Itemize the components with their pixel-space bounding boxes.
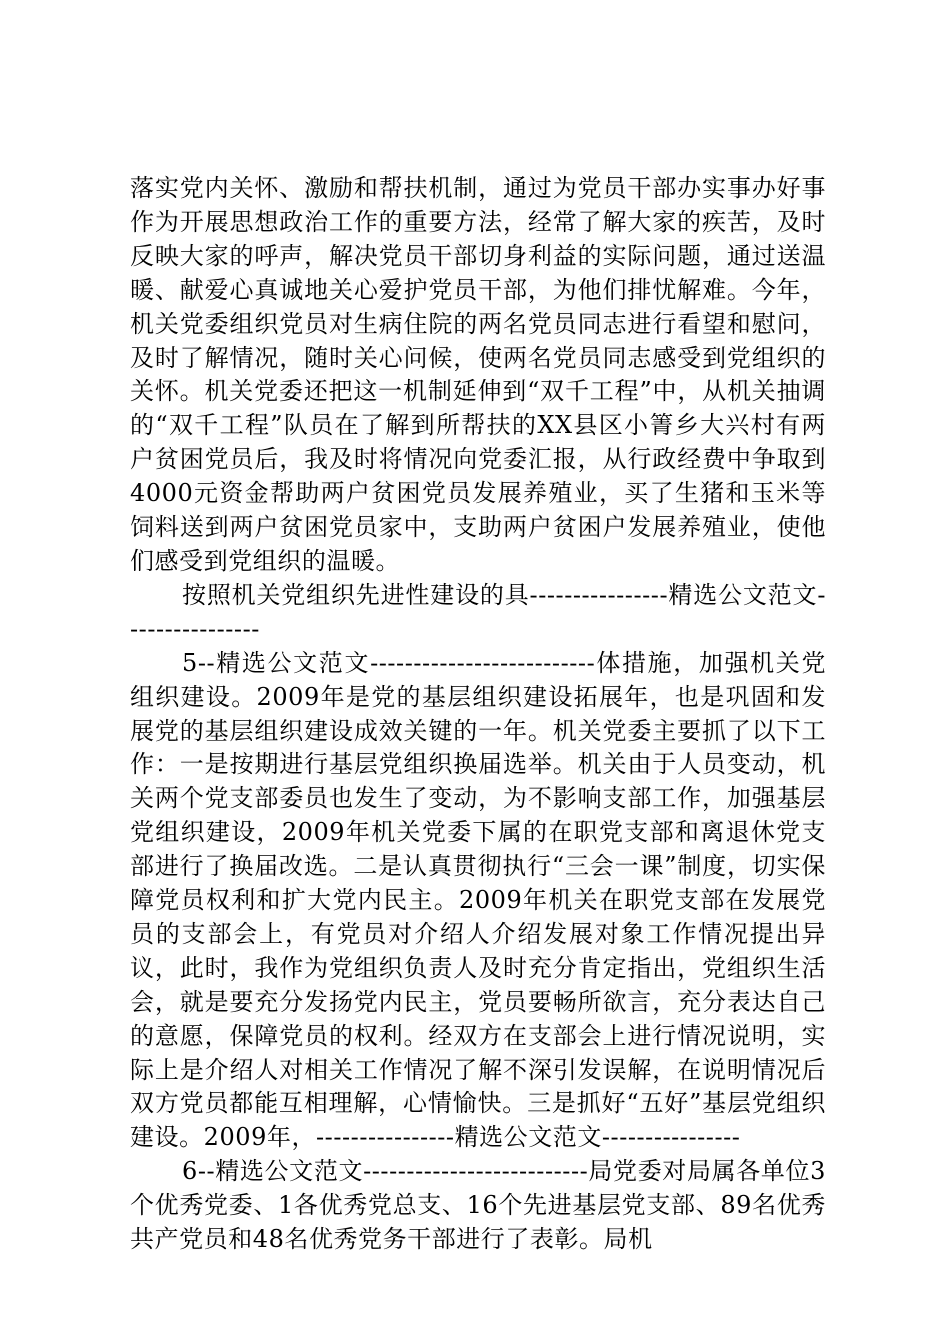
paragraph-advanced-construction: 按照机关党组织先进性建设的具----------------精选公文范文----------------	[130, 580, 826, 643]
paragraph-party-care: 落实党内关怀、激励和帮扶机制，通过为党员干部办实事办好事作为开展思想政治工作的重要方法，经常了解大家的疾苦，及时反映大家的呼声，解决党员干部切身利益的实际问题，通过送温暖、献爱心真诚地关心爱护党员干部，为他们排忧解难。今年，机关党委组织党员对生病住院的两名党员同志进行看望和慰问，及时了解情况，随时关心问候，使两名党员同志感受到党组织的关怀。机关党委还把这一机制延伸到“双千工程”中，从机关抽调的“双千工程”队员在了解到所帮扶的XX县区小箐乡大兴村有两户贫困党员后，我及时将情况向党委汇报，从行政经费中争取到4000元资金帮助两户贫困党员发展养殖业，买了生猪和玉米等饲料送到两户贫困党员家中，支助两户贫困户发展养殖业，使他们感受到党组织的温暖。	[130, 174, 826, 575]
document-page	[130, 172, 826, 1257]
paragraph-commendation: 6--精选公文范文--------------------------局党委对局属各单位3个优秀党委、1各优秀党总支、16个先进基层党支部、89名优秀共产党员和48名优秀党务干部进行了表彰。局机	[130, 1157, 826, 1254]
paragraph-organization-building: 5--精选公文范文--------------------------体措施，加强机关党组织建设。2009年是党的基层组织建设拓展年，也是巩固和发展党的基层组织建设成效关键的一年。机关党委主要抓了以下工作：一是按期进行基层党组织换届选举。机关由于人员变动，机关两个党支部委员也发生了变动，为不影响支部工作，加强基层党组织建设，2009年机关党委下属的在职党支部和离退休党支部进行了换届改选。二是认真贯彻执行“三会一课”制度，切实保障党员权利和扩大党内民主。2009年机关在职党支部在发展党员的支部会上，有党员对介绍人介绍发展对象工作情况提出异议，此时，我作为党组织负责人及时充分肯定指出，党组织生活会，就是要充分发扬党内民主，党员要畅所欲言，充分表达自己的意愿，保障党员的权利。经双方在支部会上进行情况说明，实际上是介绍人对相关工作情况了解不深引发误解，在说明情况后双方党员都能互相理解，心情愉快。三是抓好“五好”基层党组织建设。2009年，----------------精选公文范文----------------	[130, 648, 826, 1152]
